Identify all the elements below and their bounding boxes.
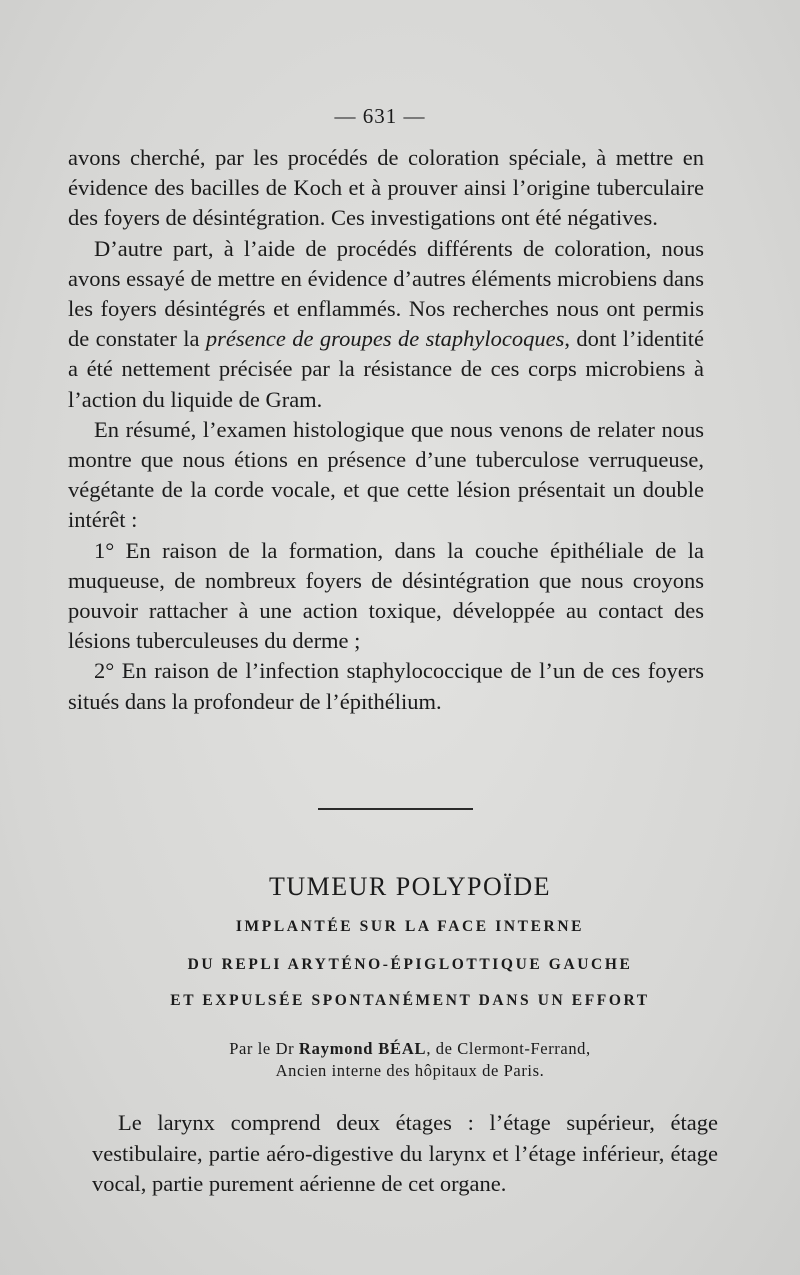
paragraph-3: En résumé, l’examen histologique que nous venons de relater nous montre que nous étions en présence d’une tuberculose verruqueuse, végétante de la corde vocale, et que cette lésion présentait un double intérêt : <box>68 416 704 533</box>
paragraph-2-italic: présence de groupes de staphylocoques <box>205 326 565 352</box>
paragraph-5: 2° En raison de l’infection staphylococcique de l’un de ces foyers situés dans la profondeur de l’épithélium. <box>68 658 704 714</box>
paragraph-2-end: , dont l’identité a été nettement précisée par la résistance de ces corps microbiens à l’action du liquide de Gram. <box>68 326 704 412</box>
author-prefix: Par le Dr <box>229 1039 299 1058</box>
body-text-upper <box>68 143 704 717</box>
paragraph-2-start: D’autre part, à l’aide de procédés différents de coloration, nous avons essayé de mettre en évidence d’autres éléments microbiens dans les foyers désintégrés et enflammés. Nos recherches nous ont permis de constater la <box>68 235 704 352</box>
paragraph-4: 1° En raison de la formation, dans la couche épithéliale de la muqueuse, de nombreux foyers de désintégration que nous croyons pouvoir rattacher à une action toxique, développée au contact des lésions tuberculeuses du derme ; <box>68 537 704 654</box>
author-byline <box>90 1038 730 1082</box>
article-subtitle-2: DU REPLI ARYTÉNO-ÉPIGLOTTIQUE GAUCHE <box>187 956 633 973</box>
paragraph-2 <box>68 234 704 415</box>
article-subtitle-3: ET EXPULSÉE SPONTANÉMENT DANS UN EFFORT <box>170 992 650 1009</box>
article-intro: Le larynx comprend deux étages : l’étage supérieur, étage vestibulaire, partie aéro-digestive du larynx et l’étage inférieur, étage vocal, partie purement aérienne de cet organe. <box>92 1110 718 1196</box>
article-subtitle-1: IMPLANTÉE SUR LA FACE INTERNE <box>235 918 585 935</box>
paragraph-1: avons cherché, par les procédés de coloration spéciale, à mettre en évidence des bacilles de Koch et à prouver ainsi l’origine tuberculaire des foyers de désintégration. Ces investigations ont été négatives. <box>68 145 704 231</box>
article-title: TUMEUR POLYPOÏDE <box>268 872 552 901</box>
section-divider <box>318 808 473 810</box>
author-title: Ancien interne des hôpitaux de Paris. <box>275 1061 545 1080</box>
author-name: Raymond BÉAL <box>298 1039 427 1058</box>
author-suffix: , de Clermont-Ferrand, <box>426 1039 591 1058</box>
body-text-lower <box>92 1108 718 1200</box>
author-line <box>90 1038 730 1060</box>
page-number: — 631 — <box>334 104 426 128</box>
